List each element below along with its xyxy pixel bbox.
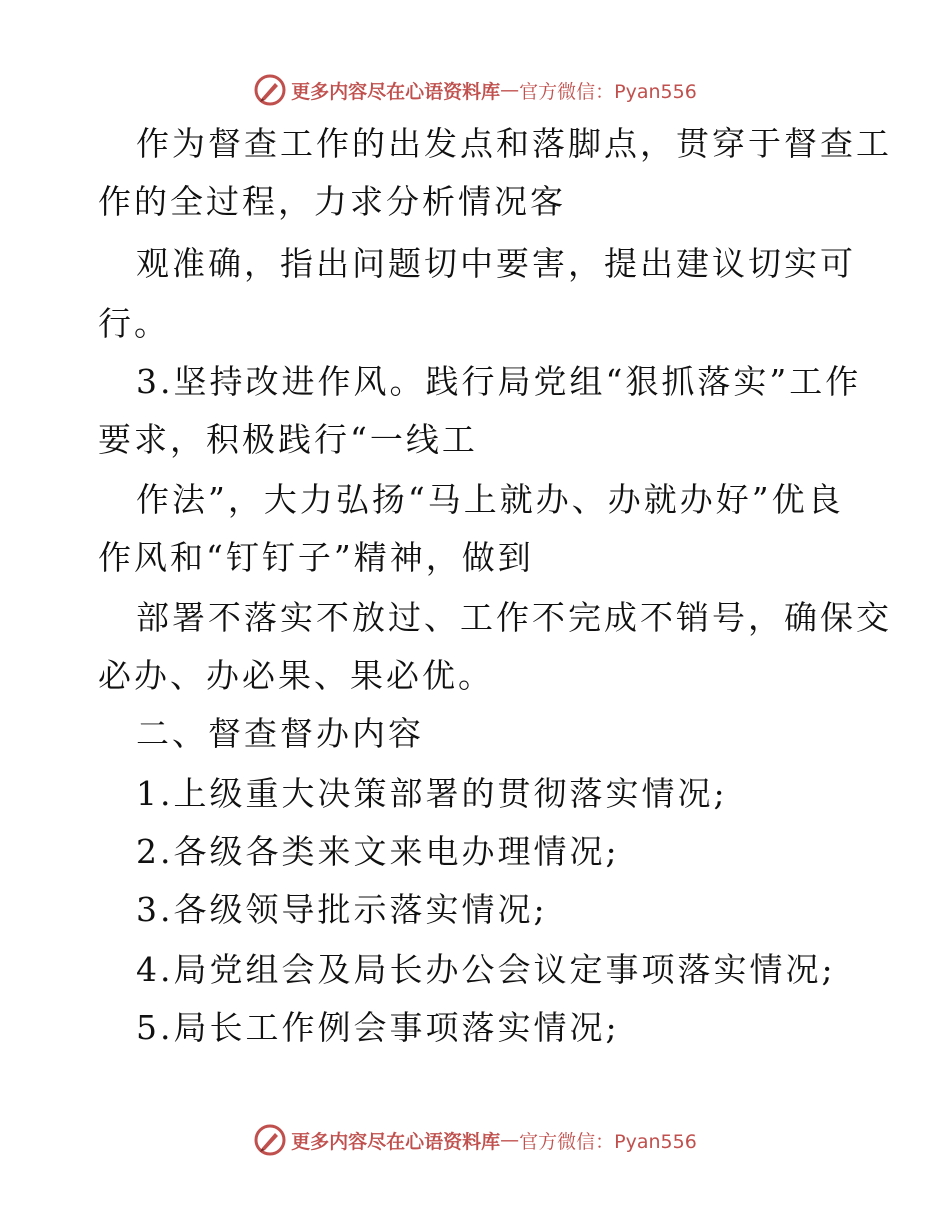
body-line-7: 作法”，大力弘扬“马上就办、办就办好”优良 [136,480,844,519]
body-line-6: 要求，积极践行“一线工 [98,420,478,459]
body-line-5: 3.坚持改进作风。践行局党组“狠抓落实”工作 [136,362,862,401]
list-item: 2.各级各类来文来电办理情况; [136,832,620,871]
banner-main-text: 更多内容尽在心语资料库 [291,1130,501,1153]
section-heading: 二、督查督办内容 [136,714,424,753]
body-line-3: 观准确，指出问题切中要害，提出建议切实可 [136,244,856,283]
body-line-2: 作的全过程，力求分析情况客 [98,182,566,221]
banner-dash: — [500,79,520,101]
banner-main-text: 更多内容尽在心语资料库 [291,80,501,103]
footer-banner [0,1120,950,1160]
body-line-4: 行。 [98,304,170,343]
banner-wechat-text: 官方微信：Pyan556 [519,1130,697,1153]
body-line-8: 作风和“钉钉子”精神，做到 [98,538,534,577]
list-item: 3.各级领导批示落实情况; [136,890,548,929]
pen-circle-logo-icon [253,73,287,107]
list-item: 5.局长工作例会事项落实情况; [136,1008,620,1047]
pen-circle-logo-icon [253,1123,287,1157]
list-item: 4.局党组会及局长办公会议定事项落实情况; [136,950,836,989]
list-item: 1.上级重大决策部署的贯彻落实情况; [136,774,728,813]
body-line-9: 部署不落实不放过、工作不完成不销号，确保交 [136,598,892,637]
body-line-1: 作为督查工作的出发点和落脚点，贯穿于督查工 [136,124,892,163]
banner-dash: — [500,1129,520,1151]
banner-wechat-text: 官方微信：Pyan556 [519,80,697,103]
body-line-10: 必办、办必果、果必优。 [98,656,494,695]
header-banner [0,70,950,110]
